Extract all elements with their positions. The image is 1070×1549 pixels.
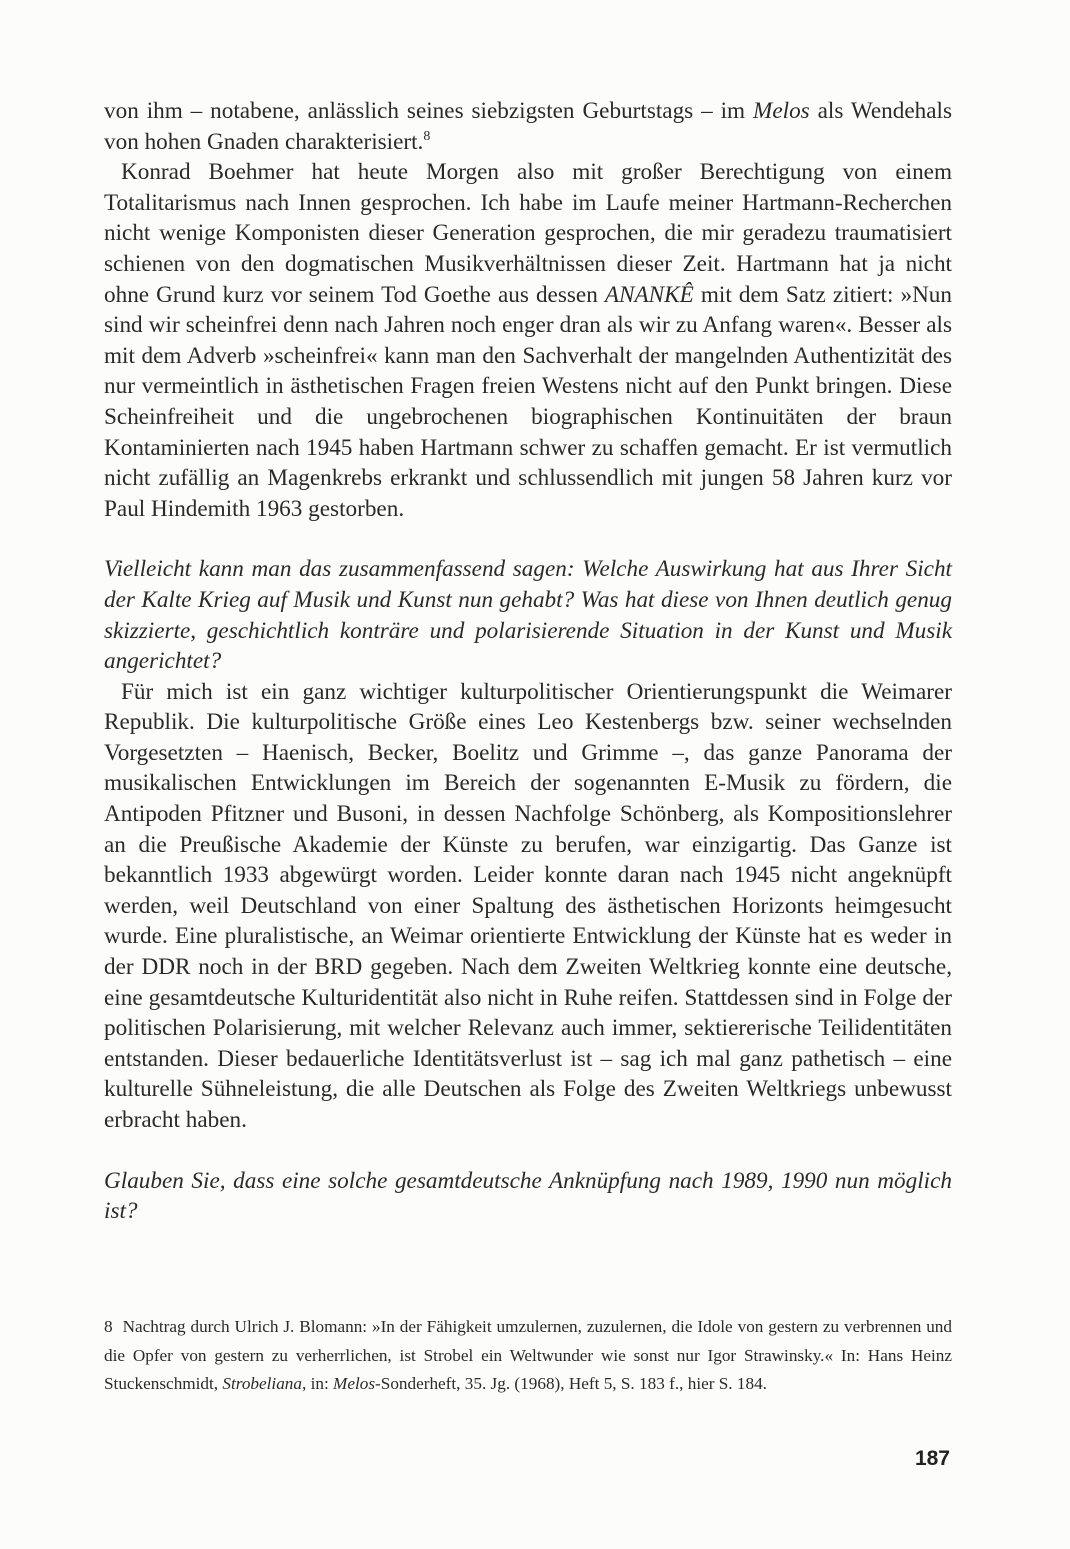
footnote — [104, 1313, 952, 1399]
paragraph-2 — [104, 157, 952, 524]
work-title-ananke: ANANKÊ — [604, 281, 694, 308]
paragraph-2-text-b: mit dem Satz zitiert: »Nun sind wir scheinfrei denn nach Jahren noch enger dran als wir zu Anfang waren«. Besser als mit dem Adverb »scheinfrei« kann man den Sachverhalt der mangelnden Authentizität des nur vermeintlich in ästhetischen Fragen freien Westens nicht auf den Punkt bringen. Diese Scheinfreiheit und die ungebrochenen biographischen Kontinuitäten der braun Kontaminierten nach 1945 haben Hartmann schwer zu schaffen gemacht. Er ist vermutlich nicht zufällig an Magenkrebs erkrankt und schlussendlich mit jungen 58 Jahren kurz vor Paul Hindemith 1963 gestorben. — [104, 281, 952, 522]
paragraph-3: Für mich ist ein ganz wichtiger kulturpolitischer Orientierungspunkt die Weimarer Republik. Die kulturpolitische Größe eines Leo Kestenbergs bzw. seiner wechselnden Vorgesetzten – Haenisch, Becker, Boelitz und Grimme –, das ganze Panorama der musikalischen Entwicklungen im Bereich der sogenannten E-Musik zu fördern, die Antipoden Pfitzner und Busoni, in dessen Nachfolge Schönberg, als Kompositionslehrer an die Preußische Akademie der Künste zu berufen, war einzigartig. Das Ganze ist bekanntlich 1933 abgewürgt worden. Leider konnte daran nach 1945 nicht angeknüpft werden, weil Deutschland von einer Spaltung des ästhetischen Horizonts heimgesucht wurde. Eine pluralistische, an Weimar orientierte Entwicklung der Künste hat es weder in der DDR noch in der BRD gegeben. Nach dem Zweiten Weltkrieg konnte eine deutsche, eine gesamtdeutsche Kulturidentität also nicht in Ruhe reifen. Stattdessen sind in Folge der politischen Polarisierung, mit welcher Relevanz auch immer, sektiererische Teilidentitäten entstanden. Dieser bedauerliche Identitätsverlust ist – sag ich mal ganz pathetisch – eine kulturelle Sühneleistung, die alle Deutschen als Folge des Zweiten Weltkriegs unbewusst erbracht haben. — [104, 678, 952, 1133]
footnote-number: 8 — [104, 1317, 113, 1336]
interview-question-2: Glauben Sie, dass eine solche gesamtdeutsche Anknüpfung nach 1989, 1990 nun möglich ist? — [104, 1167, 952, 1225]
journal-title-melos: Melos — [753, 98, 810, 124]
interview-question-1: Vielleicht kann man das zusammenfassend sagen: Welche Auswirkung hat aus Ihrer Sicht der Kalte Krieg auf Musik und Kunst nun gehabt? Was hat diese von Ihnen deutlich genug skizzierte, geschichtlich konträre und polarisierende Situation in der Kunst und Musik angerichtet? — [104, 556, 952, 675]
main-text — [104, 96, 952, 1227]
paragraph-1-text-a: von ihm – notabene, anlässlich seines siebzigsten Geburtstags – im — [104, 98, 754, 124]
footnote-title-melos: Melos — [333, 1374, 376, 1393]
paragraph-1-text-b: als Wendehals von hohen Gnaden charakterisiert. — [104, 98, 952, 155]
paragraph-2-text-a: Konrad Boehmer hat heute Morgen also mit großer Berechtigung von einem Totalitarismus nach Innen gesprochen. Ich habe im Laufe meiner Hartmann-Recherchen nicht wenige Komponisten dieser Generation gesprochen, die mir geradezu traumatisiert schienen von den dogmatischen Musikverhältnissen dieser Zeit. Hartmann hat ja nicht ohne Grund kurz vor seinem Tod Goethe aus dessen — [104, 159, 952, 308]
footnote-title-strobeliana: Strobeliana — [222, 1374, 302, 1393]
footnote-text-a: Nachtrag durch Ulrich J. Blomann: »In der Fähigkeit umzulernen, zuzulernen, die Idole von gestern zu verbrennen und die Opfer von gestern zu verherrlichen, ist Strobel ein Weltwunder wie sonst nur Igor Strawinsky.« In: Hans Heinz Stuckenschmidt, — [104, 1317, 952, 1393]
footnote-8 — [104, 1313, 952, 1399]
page-number: 187 — [914, 1447, 950, 1470]
paragraph-1 — [104, 96, 952, 157]
footnote-text-c: -Sonderheft, 35. Jg. (1968), Heft 5, S. 183 f., hier S. 184. — [375, 1374, 767, 1393]
footnote-reference: 8 — [423, 128, 431, 144]
footnote-text-b: , in: — [301, 1374, 334, 1393]
